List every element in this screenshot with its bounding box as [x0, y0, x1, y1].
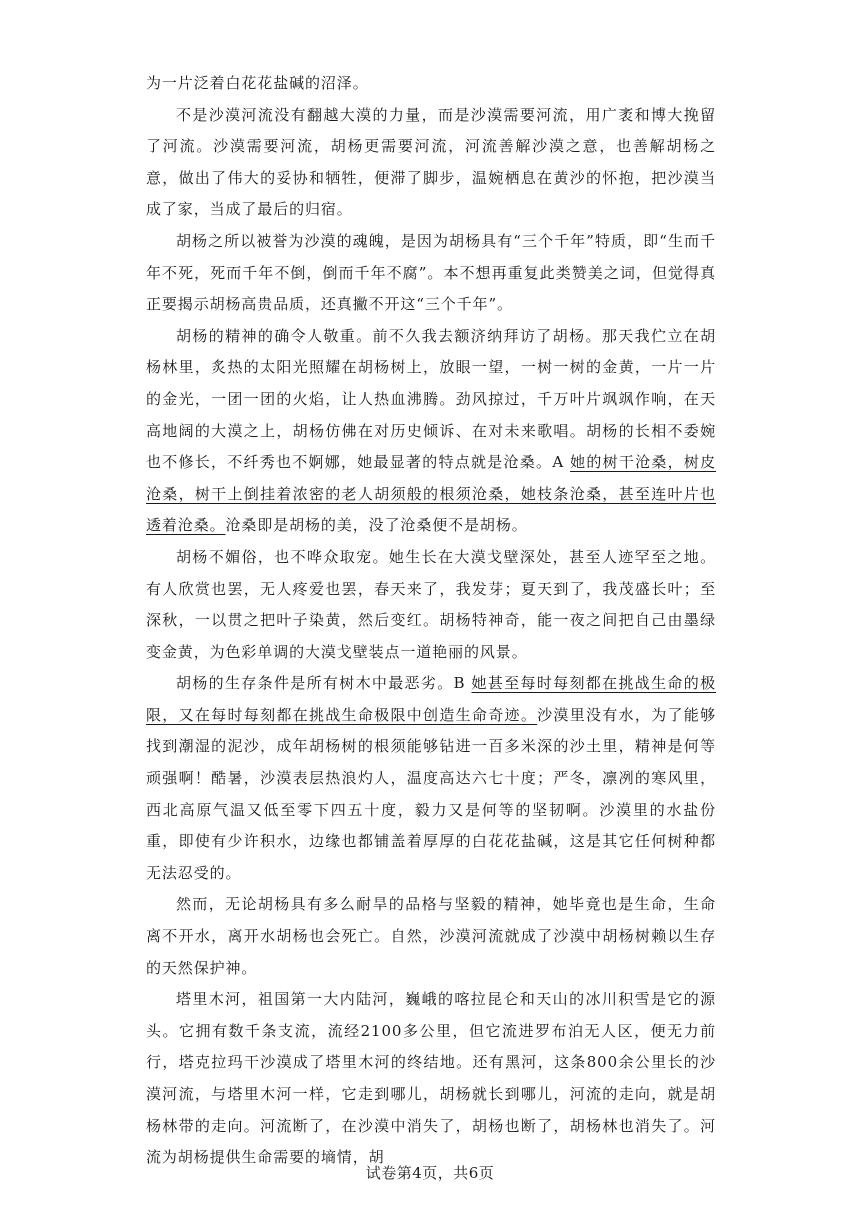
underlined-sentence: 她甚至每时每刻都在挑战生命的极限，又在每时每刻都在挑战生命极限中创造生命奇迹。: [146, 674, 716, 724]
text-segment: 然而，无论胡杨具有多么耐旱的品格与坚毅的精神，她毕竟也是生命，生命离不开水，离开水胡杨也会死亡。自然，沙漠河流就成了沙漠中胡杨树赖以生存的天然保护神。: [146, 895, 716, 977]
paragraph: [146, 542, 716, 668]
paragraph: [146, 668, 716, 889]
underlined-sentence: 她的树干沧桑，树皮沧桑，树干上倒挂着浓密的老人胡须般的根须沧桑，她枝条沧桑，甚至连叶片也透着沧桑。: [146, 453, 716, 535]
text-segment: 不是沙漠河流没有翻越大漠的力量，而是沙漠需要河流，用广袤和博大挽留了河流。沙漠需要河流，胡杨更需要河流，河流善解沙漠之意，也善解胡杨之意，做出了伟大的妥协和牺牲，便滞了脚步，温婉栖息在黄沙的怀抱，把沙漠当成了家，当成了最后的归宿。: [146, 105, 716, 219]
text-segment: 沙漠里没有水，为了能够找到潮湿的泥沙，成年胡杨树的根须能够钻进一百多米深的沙土里，精神是何等顽强啊！酷暑，沙漠表层热浪灼人，温度高达六七十度；严冬，凛冽的寒风里，西北高原气温又低至零下四五十度，毅力又是何等的坚韧啊。沙漠里的水盐份重，即使有少许积水，边缘也都铺盖着厚厚的白花花盐碱，这是其它任何树种都无法忍受的。: [146, 705, 716, 882]
text-segment: 胡杨不媚俗，也不哗众取宠。她生长在大漠戈壁深处，甚至人迹罕至之地。有人欣赏也罢，无人疼爱也罢，春天来了，我发芽；夏天到了，我茂盛长叶；至深秋，一以贯之把叶子染黄，然后变红。胡杨特神奇，能一夜之间把自己由墨绿变金黄，为色彩单调的大漠戈壁装点一道艳丽的风景。: [146, 547, 716, 661]
text-segment: 塔里木河，祖国第一大内陆河，巍峨的喀拉昆仑和天山的冰川积雪是它的源头。它拥有数千条支流，流经2100多公里，但它流进罗布泊无人区，便无力前行，塔克拉玛干沙漠成了塔里木河的终结地。还有黑河，这条800余公里长的沙漠河流，与塔里木河一样，它走到哪儿，胡杨就长到哪儿，河流的走向，就是胡杨林带的走向。河流断了，在沙漠中消失了，胡杨也断了，胡杨林也消失了。河流为胡杨提供生命需要的墒情，胡: [146, 990, 716, 1167]
paragraph: [146, 889, 716, 984]
article-body: [146, 68, 716, 1174]
page-footer: 试卷第4页，共6页: [365, 1164, 495, 1182]
paragraph: [146, 68, 716, 100]
text-segment: 沧桑即是胡杨的美，没了沧桑便不是胡杨。: [225, 516, 528, 535]
paragraph: [146, 226, 716, 321]
text-segment: 胡杨的生存条件是所有树木中最恶劣。B: [176, 674, 472, 693]
text-segment: 胡杨的精神的确令人敬重。前不久我去额济纳拜访了胡杨。那天我伫立在胡杨林里，炙热的太阳光照耀在胡杨树上，放眼一望，一树一树的金黄，一片一片的金光，一团一团的火焰，让人热血沸腾。劲风掠过，千万叶片飒飒作响，在天高地阔的大漠之上，胡杨仿佛在对历史倾诉、在对未来歌唱。胡杨的长相不委婉也不修长，不纤秀也不婀娜，她最显著的特点就是沧桑。A: [146, 326, 716, 472]
text-segment: 为一片泛着白花花盐碱的沼泽。: [146, 74, 369, 92]
paragraph: [146, 100, 716, 226]
paragraph: [146, 984, 716, 1174]
text-segment: 胡杨之所以被誉为沙漠的魂魄，是因为胡杨具有“三个千年”特质，即“生而千年不死，死而千年不倒，倒而千年不腐”。本不想再重复此类赞美之词，但觉得真正要揭示胡杨高贵品质，还真撇不开这“三个千年”。: [146, 231, 716, 314]
paragraph: [146, 321, 716, 542]
